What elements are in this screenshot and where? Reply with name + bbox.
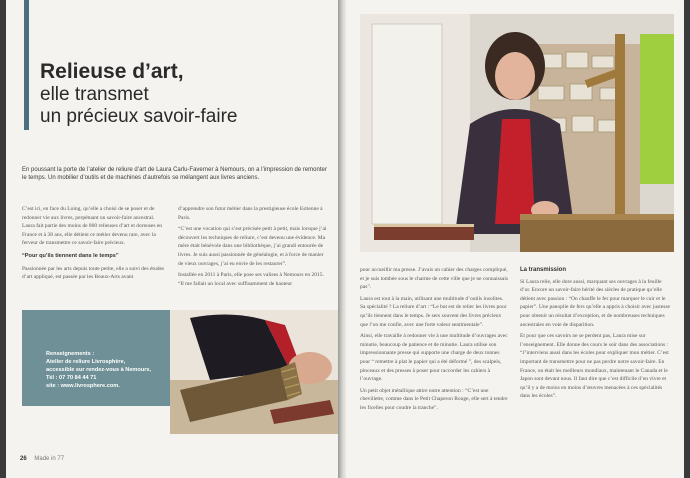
book-restoration-photo bbox=[170, 310, 338, 434]
paragraph: “C’est une vocation qui s’est précisée petit à petit, mais lorsque j’ai découvert les techniques de reliure, c’est devenu une évidence. Ma mère était bénévole dans une bibliothèque, j’ai grandi entourée de livres. Je suis aussi passionnée de généalogie, et à force de manier de vieux ouvrages, j’ai eu envie de les restaurer”. bbox=[178, 226, 327, 267]
info-box bbox=[22, 310, 170, 406]
info-appointment: accessible sur rendez-vous à Nemours, bbox=[46, 367, 152, 373]
title-line-2: elle transmet bbox=[40, 84, 149, 105]
right-column-2 bbox=[520, 266, 670, 404]
pull-quote: “Pour qu’ils tiennent dans le temps” bbox=[22, 252, 119, 259]
article-lede: En poussant la porte de l’atelier de reliure d’art de Laura Carlu-Faverner à Nemours, on a l’impression de remonter le temps. Un mobilier d’outils et de machines d’autrefois se mélangent aux livres anciens. bbox=[22, 167, 327, 181]
right-page bbox=[346, 0, 684, 478]
binding-gutter bbox=[338, 0, 346, 478]
title-line-3: un précieux savoir-faire bbox=[40, 106, 238, 127]
left-page bbox=[6, 0, 338, 478]
left-column-1 bbox=[22, 205, 168, 285]
paragraph: C’est ici, en face du Loing, qu’elle a choisi de se poser et de redonner vie aux livres, perpétuant un savoir-faire ancestral. Laura fait partie des moins de 800 relieuses d’art et doreuses en France et à 38 ans, elle détient ce métier devenu rare, avec la ferveur de transmettre ce savoir-faire précieux. bbox=[22, 206, 163, 247]
paragraph: Ainsi, elle travaille à redonner vie à une multitude d’ouvrages avec minutie, beaucoup de patience et de minutie. Laura utilise son impressionnante presse qui supporte une charge de deux tonnes pour “ remettre à plat le papier qui a été déformé ”, des scalpels, pinceaux et des presses à poser pour raccorder les cahiers à l’ouvrage. bbox=[360, 333, 508, 383]
right-column-1 bbox=[360, 266, 510, 416]
paragraph: Laura est tout à la main, utilisant une multitude d’outils insolites. Sa spécialité ? La reliure d’art : “Le but est de relier les livres pour qu’ils tiennent dans le temps. Je sers souvent des livres précieux que l’on me confie, avec une forte valeur sentimentale”. bbox=[360, 295, 507, 328]
paragraph: Et pour que ces savoirs ne se perdent pas, Laura mise sur l’enseignement. Elle donne des cours le soir dans des associations : “J’interviens aussi dans les écoles pour expliquer mon métier. C’est important de transmettre pour ne pas perdre notre savoir-faire. En France, on était les meilleurs mondiaux, maintenant le Canada et le Japon sont devant nous. Il faut dire que c’est difficile d’en vivre et qu’il y a de moins en moins d’œuvres menacées à ces spécialités dans les écoles”. bbox=[520, 333, 669, 400]
paragraph: Un petit objet métallique attire notre attention : “C’est une chevillette, comme dans le Petit Chaperon Rouge, elle sert à tendre les ficelles pour coudre la tranche”. bbox=[360, 387, 508, 411]
title-accent-bar bbox=[24, 0, 29, 130]
info-phone: Tél : 07 70 84 44 71 bbox=[46, 375, 97, 381]
paragraph: Si Laura relie, elle dore aussi, marquant ses ouvrages à la feuille d’or. Encore un savoir-faire hérité des siècles de pratique qu’elle détient avec passion : “On chauffe le fer pour marquer le cuir et le papier”. Une panoplie de fers qu’elle a appris à choisir avec justesse pour obtenir un résultat d’exception, et de nombreuses techniques ancestrales en voie de disparition. bbox=[520, 278, 670, 328]
portrait-photo-illustration bbox=[360, 14, 674, 252]
title-line-1: Relieuse d’art, bbox=[40, 60, 184, 83]
page-number: 26 bbox=[20, 456, 27, 462]
info-atelier: Atelier de reliure Livrosphère, bbox=[46, 359, 126, 365]
info-website: site : www.livrosphere.com. bbox=[46, 383, 120, 389]
article-title bbox=[40, 60, 330, 128]
paragraph: pour accueillir ma presse. J’avais un cahier des charges compliqué, et je suis tombée sous le charme de cette ville que je ne connaissais pas”. bbox=[360, 267, 508, 291]
book-photo-illustration bbox=[170, 310, 338, 434]
bookbinder-portrait-photo bbox=[360, 14, 674, 252]
paragraph: Installée en 2011 à Paris, elle pose ses valises à Nemours en 2015. “Il me fallait un local avec suffisamment de hauteur bbox=[178, 272, 324, 287]
magazine-name: Made in 77 bbox=[34, 456, 65, 462]
paragraph: d’apprendre son futur métier dans la prestigieuse école Estienne à Paris. bbox=[178, 206, 323, 221]
page-folio bbox=[20, 456, 64, 462]
section-subheading: La transmission bbox=[520, 267, 567, 273]
left-column-2 bbox=[178, 205, 328, 291]
paragraph: Passionnée par les arts depuis toute petite, elle a suivi des études d’art appliqué, est passée par les Beaux-Arts avant bbox=[22, 265, 165, 281]
info-heading: Renseignements : bbox=[46, 351, 95, 357]
